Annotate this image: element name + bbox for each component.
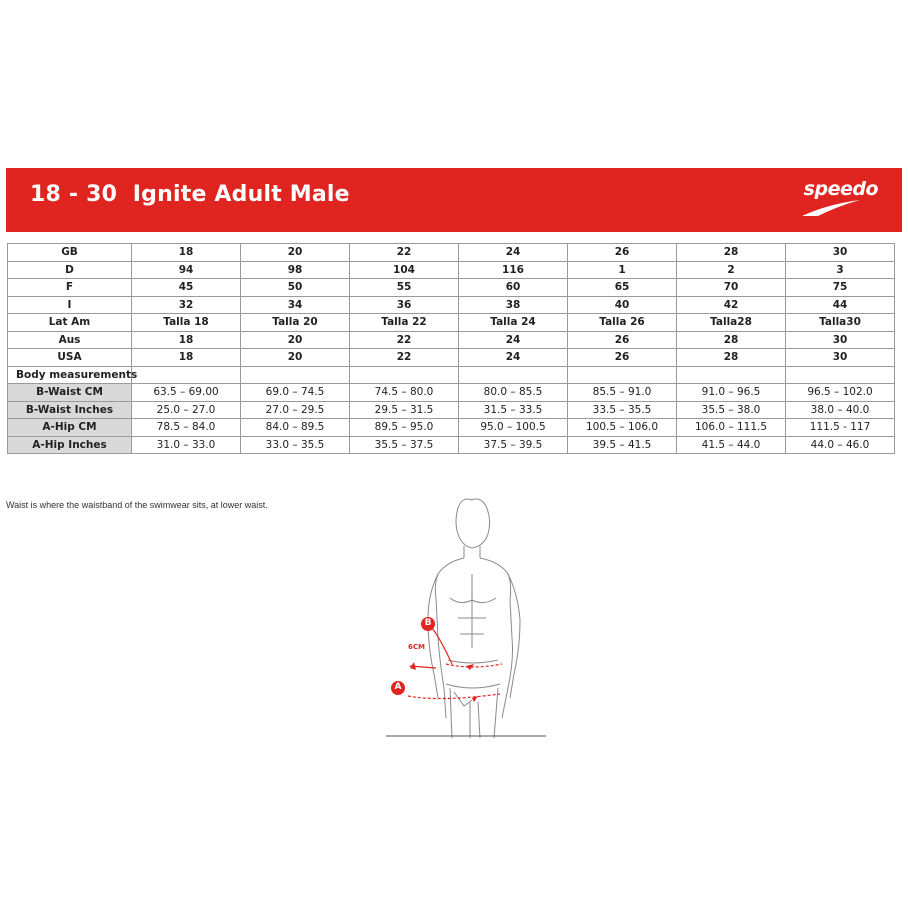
size-cell: 42 xyxy=(677,296,786,314)
measurement-cell: 35.5 – 38.0 xyxy=(677,401,786,419)
measurement-cell: 80.0 – 85.5 xyxy=(459,384,568,402)
measurement-cell: 31.5 – 33.5 xyxy=(459,401,568,419)
measurement-cell: 89.5 – 95.0 xyxy=(350,419,459,437)
size-cell: 24 xyxy=(459,331,568,349)
size-cell: 30 xyxy=(786,244,895,262)
row-label: I xyxy=(8,296,132,314)
measurement-cell: 91.0 – 96.5 xyxy=(677,384,786,402)
row-label: D xyxy=(8,261,132,279)
measurement-cell: 106.0 – 111.5 xyxy=(677,419,786,437)
measurement-cell: 39.5 – 41.5 xyxy=(568,436,677,454)
measurement-label: B-Waist CM xyxy=(8,384,132,402)
marker-a-label: A xyxy=(394,682,402,692)
size-row xyxy=(8,349,895,367)
size-cell: 104 xyxy=(350,261,459,279)
row-label: Aus xyxy=(8,331,132,349)
size-cell: 30 xyxy=(786,331,895,349)
waist-note: Waist is where the waistband of the swimwear sits, at lower waist. xyxy=(6,500,268,510)
offset-label: 6CM xyxy=(408,643,425,651)
body-measurement-diagram xyxy=(380,488,550,743)
size-cell: Talla 24 xyxy=(459,314,568,332)
size-cell: 60 xyxy=(459,279,568,297)
measurement-cell: 27.0 – 29.5 xyxy=(241,401,350,419)
measurement-cell: 35.5 – 37.5 xyxy=(350,436,459,454)
size-cell: 22 xyxy=(350,331,459,349)
measurement-cell: 31.0 – 33.0 xyxy=(132,436,241,454)
size-cell: 26 xyxy=(568,244,677,262)
size-cell: 20 xyxy=(241,244,350,262)
size-cell: 2 xyxy=(677,261,786,279)
measurement-row xyxy=(8,401,895,419)
size-cell: 65 xyxy=(568,279,677,297)
measurement-cell: 44.0 – 46.0 xyxy=(786,436,895,454)
size-row xyxy=(8,244,895,262)
size-cell: 44 xyxy=(786,296,895,314)
measurement-cell: 33.0 – 35.5 xyxy=(241,436,350,454)
measurement-label: A-Hip Inches xyxy=(8,436,132,454)
size-cell: 3 xyxy=(786,261,895,279)
measurement-cell: 29.5 – 31.5 xyxy=(350,401,459,419)
size-cell: 28 xyxy=(677,349,786,367)
marker-b-label: B xyxy=(424,618,432,628)
size-cell: 26 xyxy=(568,349,677,367)
measurement-label: B-Waist Inches xyxy=(8,401,132,419)
empty-cell xyxy=(241,366,350,384)
size-cell: 98 xyxy=(241,261,350,279)
body-measurements-row xyxy=(8,366,895,384)
size-cell: 55 xyxy=(350,279,459,297)
size-cell: Talla28 xyxy=(677,314,786,332)
size-cell: 70 xyxy=(677,279,786,297)
measurement-cell: 69.0 – 74.5 xyxy=(241,384,350,402)
size-cell: 32 xyxy=(132,296,241,314)
empty-cell xyxy=(132,366,241,384)
size-cell: 26 xyxy=(568,331,677,349)
measurement-label: A-Hip CM xyxy=(8,419,132,437)
size-cell: 50 xyxy=(241,279,350,297)
size-cell: 116 xyxy=(459,261,568,279)
size-cell: 38 xyxy=(459,296,568,314)
measurement-row xyxy=(8,419,895,437)
size-cell: 45 xyxy=(132,279,241,297)
row-label: Lat Am xyxy=(8,314,132,332)
measurement-cell: 84.0 – 89.5 xyxy=(241,419,350,437)
size-cell: 34 xyxy=(241,296,350,314)
size-chart-table xyxy=(7,243,895,454)
size-cell: Talla 22 xyxy=(350,314,459,332)
empty-cell xyxy=(786,366,895,384)
chart-title: 18 - 30 Ignite Adult Male xyxy=(30,182,350,207)
size-cell: 22 xyxy=(350,349,459,367)
size-cell: 20 xyxy=(241,349,350,367)
size-cell: 94 xyxy=(132,261,241,279)
measurement-cell: 96.5 – 102.0 xyxy=(786,384,895,402)
measurement-cell: 38.0 – 40.0 xyxy=(786,401,895,419)
size-cell: 28 xyxy=(677,331,786,349)
size-cell: 30 xyxy=(786,349,895,367)
measurement-cell: 37.5 – 39.5 xyxy=(459,436,568,454)
empty-cell xyxy=(350,366,459,384)
measurement-cell: 63.5 – 69.00 xyxy=(132,384,241,402)
row-label: USA xyxy=(8,349,132,367)
size-cell: 75 xyxy=(786,279,895,297)
measurement-cell: 25.0 – 27.0 xyxy=(132,401,241,419)
measurement-cell: 78.5 – 84.0 xyxy=(132,419,241,437)
size-cell: Talla 18 xyxy=(132,314,241,332)
size-cell: Talla30 xyxy=(786,314,895,332)
size-row xyxy=(8,314,895,332)
boomerang-icon xyxy=(798,194,878,220)
measurement-cell: 33.5 – 35.5 xyxy=(568,401,677,419)
measurement-cell: 85.5 – 91.0 xyxy=(568,384,677,402)
size-row xyxy=(8,296,895,314)
size-cell: Talla 20 xyxy=(241,314,350,332)
size-row xyxy=(8,331,895,349)
empty-cell xyxy=(568,366,677,384)
row-label: F xyxy=(8,279,132,297)
size-cell: 18 xyxy=(132,349,241,367)
size-cell: Talla 26 xyxy=(568,314,677,332)
measurement-row xyxy=(8,436,895,454)
measurement-cell: 95.0 – 100.5 xyxy=(459,419,568,437)
size-row xyxy=(8,261,895,279)
size-cell: 40 xyxy=(568,296,677,314)
size-cell: 20 xyxy=(241,331,350,349)
measurement-row xyxy=(8,384,895,402)
male-figure-illustration xyxy=(380,488,550,743)
size-row xyxy=(8,279,895,297)
measurement-cell: 111.5 - 117 xyxy=(786,419,895,437)
speedo-logo xyxy=(798,176,878,220)
header-banner xyxy=(6,168,902,232)
brand-wordmark: speedo xyxy=(803,178,878,200)
measurement-cell: 74.5 – 80.0 xyxy=(350,384,459,402)
size-cell: 18 xyxy=(132,331,241,349)
measurement-cell: 100.5 – 106.0 xyxy=(568,419,677,437)
size-cell: 22 xyxy=(350,244,459,262)
empty-cell xyxy=(459,366,568,384)
size-cell: 36 xyxy=(350,296,459,314)
size-cell: 28 xyxy=(677,244,786,262)
body-measurements-label: Body measurements xyxy=(8,366,132,384)
empty-cell xyxy=(677,366,786,384)
measurement-cell: 41.5 – 44.0 xyxy=(677,436,786,454)
size-cell: 24 xyxy=(459,244,568,262)
size-cell: 24 xyxy=(459,349,568,367)
size-cell: 18 xyxy=(132,244,241,262)
size-cell: 1 xyxy=(568,261,677,279)
row-label: GB xyxy=(8,244,132,262)
